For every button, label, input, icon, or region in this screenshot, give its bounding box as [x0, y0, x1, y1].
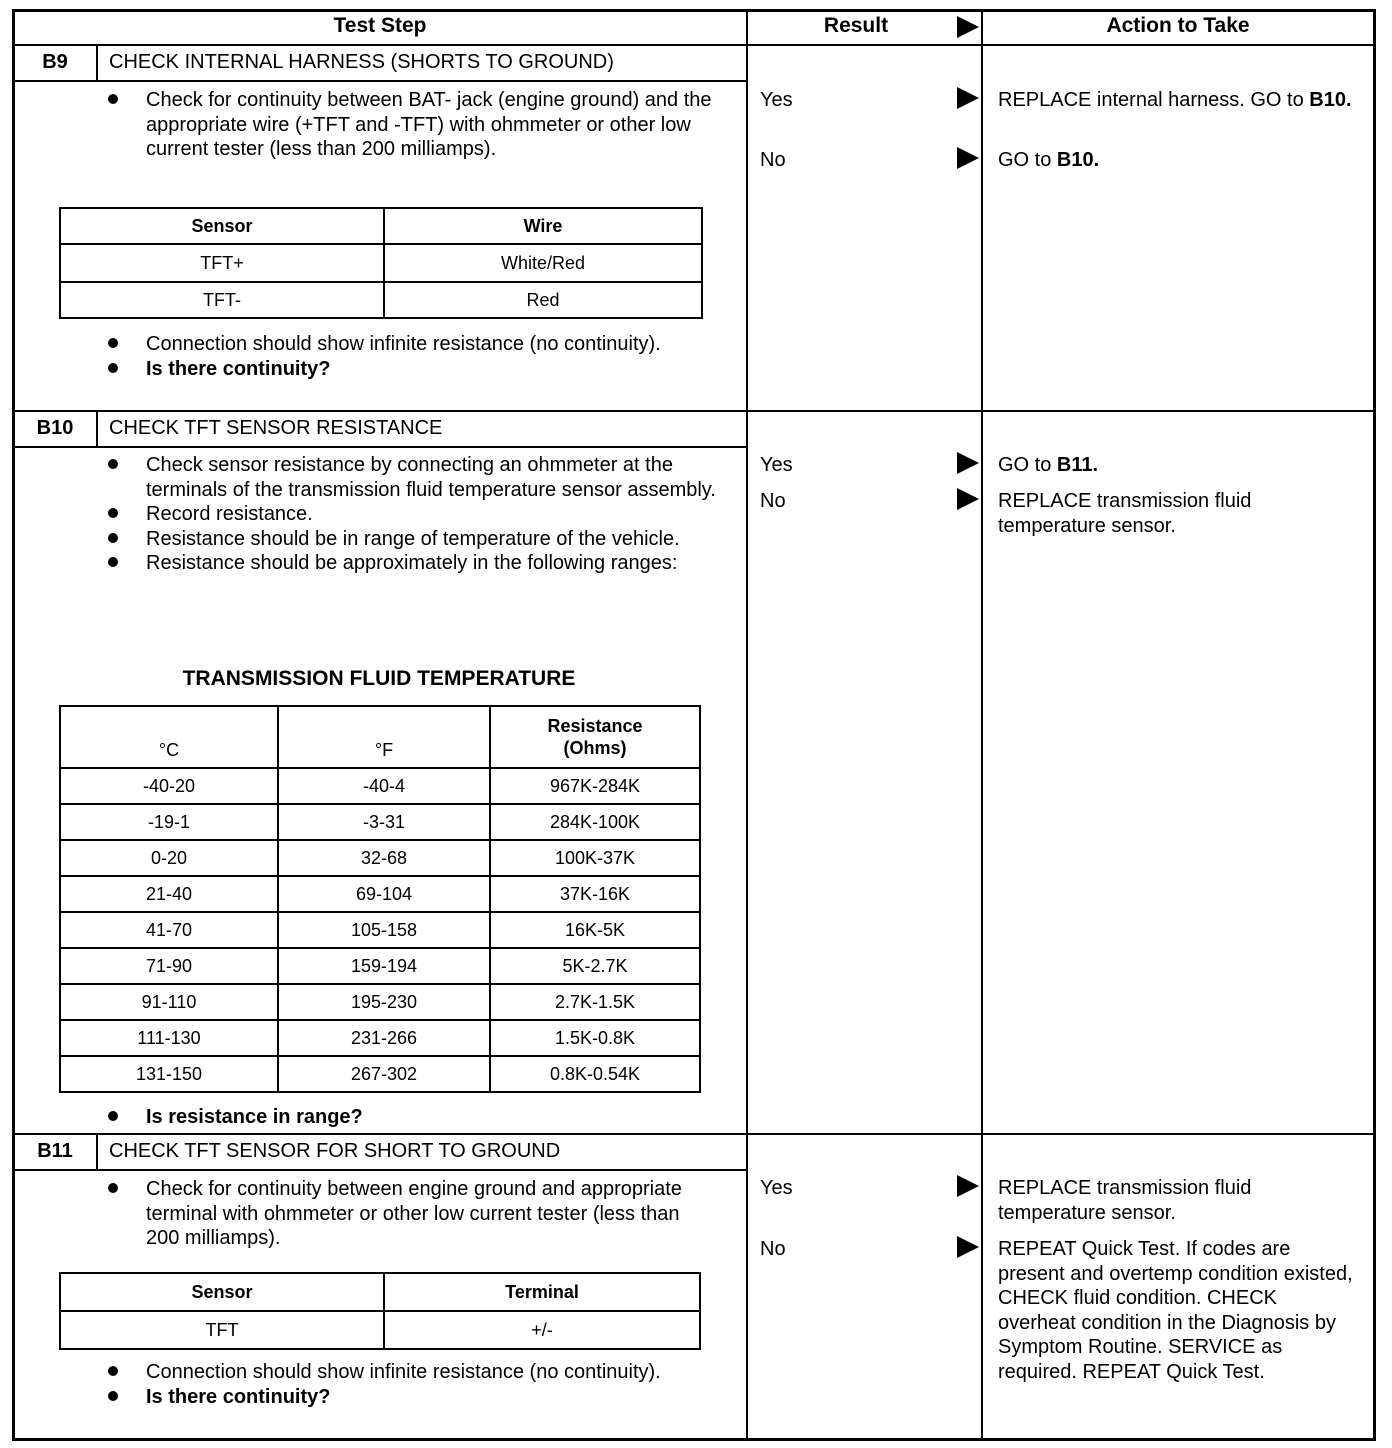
table-header: °F — [278, 706, 490, 768]
step-id-b9: B9 — [42, 51, 68, 73]
b11-instruction: Check for continuity between engine ground and appropriate terminal with ohmmeter or other low current tester (less than 200 milliamps). — [106, 1177, 718, 1251]
b11-header-underline — [12, 1169, 747, 1171]
b10-result-no: No — [760, 490, 786, 512]
b10-question: Is resistance in range? — [106, 1105, 718, 1130]
header-result: Result — [823, 14, 889, 37]
step-separator-b11 — [12, 1133, 1376, 1135]
b10-instruction: Resistance should be approximately in the following ranges: — [106, 551, 718, 576]
table-cell: 2.7K-1.5K — [490, 984, 700, 1020]
table-cell: 41-70 — [60, 912, 278, 948]
action-text: REPEAT Quick Test. If codes are present and overtemp condition existed, CHECK fluid condition. CHECK overheat condition in the Diagnosis by Symptom Routine. SERVICE as required. REPEAT Quick Test. — [998, 1238, 1353, 1383]
step-title-b9: CHECK INTERNAL HARNESS (SHORTS TO GROUND) — [109, 51, 614, 73]
table-cell: 967K-284K — [490, 768, 700, 804]
action-text: REPLACE transmission fluid temperature sensor. — [998, 1177, 1252, 1224]
table-cell: 159-194 — [278, 948, 490, 984]
table-cell: 1.5K-0.8K — [490, 1020, 700, 1056]
b10-instruction: Check sensor resistance by connecting an ohmmeter at the terminals of the transmission fluid temperature sensor assembly. — [106, 453, 718, 502]
table-cell: 231-266 — [278, 1020, 490, 1056]
table-cell: 195-230 — [278, 984, 490, 1020]
table-cell: 0-20 — [60, 840, 278, 876]
table-header: Wire — [384, 208, 702, 244]
table-cell: 21-40 — [60, 876, 278, 912]
b9-no-arrow-icon — [957, 147, 979, 169]
table-cell: 16K-5K — [490, 912, 700, 948]
right-border — [1373, 9, 1376, 1441]
table-cell: TFT- — [60, 282, 384, 318]
b10-checks — [106, 1105, 718, 1130]
b11-action-no — [998, 1237, 1358, 1384]
b11-action-yes — [998, 1176, 1328, 1225]
table-header: °C — [60, 706, 278, 768]
action-goto: B10. — [1056, 149, 1100, 171]
action-text: REPLACE internal harness. GO to — [998, 89, 1310, 111]
b10-result-yes: Yes — [760, 454, 793, 476]
table-cell: -40-4 — [278, 768, 490, 804]
b9-instruction: Check for continuity between BAT- jack (engine ground) and the appropriate wire (+TFT and -TFT) with ohmmeter or other low current tester (less than 200 milliamps). — [106, 88, 718, 162]
table-cell: 32-68 — [278, 840, 490, 876]
table-cell: -3-31 — [278, 804, 490, 840]
b10-action-no — [998, 489, 1328, 538]
b9-id-divider — [96, 45, 98, 81]
table-cell: 0.8K-0.54K — [490, 1056, 700, 1092]
b10-table-title: TRANSMISSION FLUID TEMPERATURE — [182, 667, 576, 690]
b10-instruction: Record resistance. — [106, 502, 718, 527]
step-id-b11: B11 — [37, 1140, 73, 1162]
b11-yes-arrow-icon — [957, 1175, 979, 1197]
b10-no-arrow-icon — [957, 488, 979, 510]
b9-result-no: No — [760, 149, 786, 171]
b11-no-arrow-icon — [957, 1236, 979, 1258]
b9-result-yes: Yes — [760, 89, 793, 111]
b9-check: Connection should show infinite resistance (no continuity). — [106, 332, 718, 357]
b9-sensor-wire-table — [59, 207, 703, 319]
table-cell: 91-110 — [60, 984, 278, 1020]
step-title-b11: CHECK TFT SENSOR FOR SHORT TO GROUND — [109, 1140, 561, 1162]
action-text: REPLACE transmission fluid temperature sensor. — [998, 490, 1252, 537]
table-cell: 105-158 — [278, 912, 490, 948]
b9-header-underline — [12, 80, 747, 82]
table-cell: TFT — [60, 1311, 384, 1349]
b10-temperature-table — [59, 705, 701, 1093]
step-separator-b10 — [12, 410, 1376, 412]
table-cell: -40-20 — [60, 768, 278, 804]
bottom-border — [12, 1438, 1376, 1441]
header-divider — [12, 44, 1376, 46]
b11-question: Is there continuity? — [106, 1385, 718, 1410]
top-border — [12, 9, 1376, 12]
left-border — [12, 9, 15, 1441]
table-cell: 100K-37K — [490, 840, 700, 876]
table-cell: 131-150 — [60, 1056, 278, 1092]
b9-yes-arrow-icon — [957, 87, 979, 109]
b11-checks — [106, 1360, 718, 1409]
table-header: Sensor — [60, 1273, 384, 1311]
step-title-b10: CHECK TFT SENSOR RESISTANCE — [109, 417, 443, 439]
table-cell: Red — [384, 282, 702, 318]
action-goto: B11. — [1056, 454, 1099, 476]
table-cell: -19-1 — [60, 804, 278, 840]
b10-instructions — [106, 453, 718, 576]
table-cell: 71-90 — [60, 948, 278, 984]
b11-check: Connection should show infinite resistance (no continuity). — [106, 1360, 718, 1385]
b9-question: Is there continuity? — [106, 357, 718, 382]
table-header: Terminal — [384, 1273, 700, 1311]
b11-id-divider — [96, 1134, 98, 1170]
table-cell: 284K-100K — [490, 804, 700, 840]
table-cell: +/- — [384, 1311, 700, 1349]
header-action: Action to Take — [1106, 14, 1250, 37]
table-cell: 69-104 — [278, 876, 490, 912]
b9-checks — [106, 332, 718, 381]
action-goto: B10. — [1309, 89, 1352, 111]
b9-action-yes — [998, 88, 1360, 113]
result-column-divider — [746, 9, 748, 1439]
table-cell: White/Red — [384, 244, 702, 282]
b9-instructions — [106, 88, 718, 162]
table-cell: 37K-16K — [490, 876, 700, 912]
table-header: Resistance (Ohms) — [490, 706, 700, 768]
b10-action-yes — [998, 453, 1360, 478]
action-text: GO to — [998, 149, 1057, 171]
b10-yes-arrow-icon — [957, 452, 979, 474]
b11-result-yes: Yes — [760, 1177, 793, 1199]
b10-instruction: Resistance should be in range of temperature of the vehicle. — [106, 527, 718, 552]
header-test-step: Test Step — [333, 14, 427, 37]
b11-sensor-terminal-table — [59, 1272, 701, 1350]
table-cell: 111-130 — [60, 1020, 278, 1056]
table-cell: TFT+ — [60, 244, 384, 282]
table-cell: 5K-2.7K — [490, 948, 700, 984]
b10-header-underline — [12, 446, 747, 448]
b9-action-no — [998, 148, 1360, 173]
b10-id-divider — [96, 411, 98, 447]
action-column-divider — [981, 9, 983, 1439]
header-arrow-icon — [957, 16, 979, 38]
table-header: Sensor — [60, 208, 384, 244]
step-id-b10: B10 — [36, 417, 74, 439]
table-cell: 267-302 — [278, 1056, 490, 1092]
b11-result-no: No — [760, 1238, 786, 1260]
b11-instructions — [106, 1177, 718, 1251]
action-text: GO to — [998, 454, 1057, 476]
